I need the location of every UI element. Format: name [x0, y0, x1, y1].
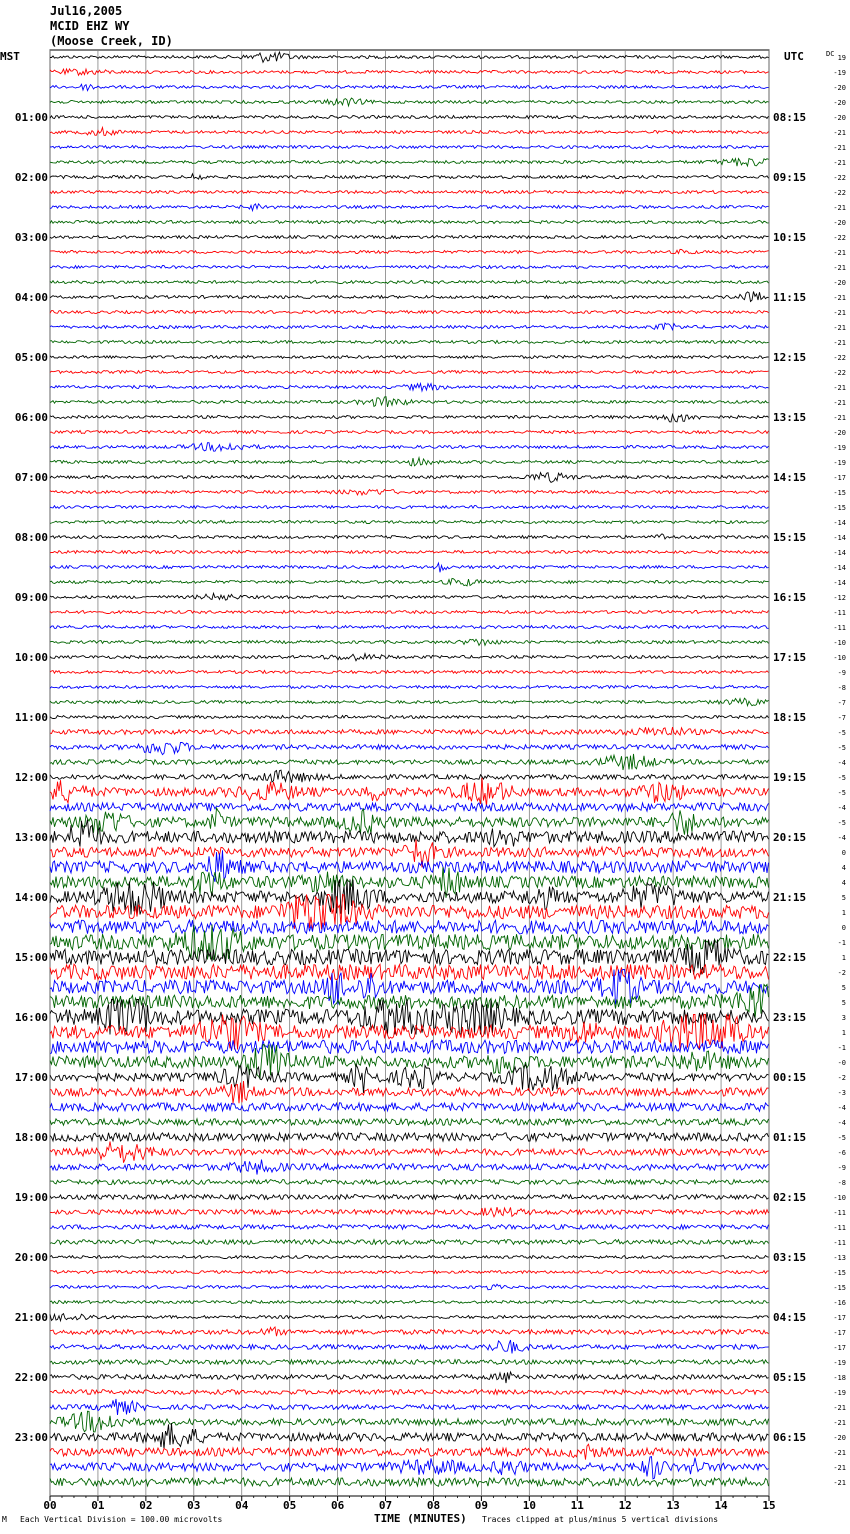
- footer-mark: M: [2, 1515, 7, 1524]
- dc-offset-label: -7: [837, 699, 846, 707]
- left-hour-label: 18:00: [14, 1131, 48, 1144]
- dc-offset-label: -12: [833, 594, 846, 602]
- dc-offset-label: -9: [837, 1164, 846, 1172]
- dc-offset-label: -21: [833, 1449, 846, 1457]
- dc-offset-label: -4: [837, 759, 846, 767]
- seismic-trace: [50, 850, 769, 882]
- seismic-trace: [50, 84, 769, 90]
- dc-offset-label: -14: [833, 549, 846, 557]
- seismic-trace: [50, 1240, 769, 1245]
- seismic-trace: [50, 341, 769, 344]
- seismic-trace: [50, 626, 769, 629]
- right-hour-label: 14:15: [773, 471, 807, 484]
- dc-offset-label: -21: [833, 399, 846, 407]
- dc-offset-label: -16: [833, 1299, 846, 1307]
- dc-offset-label: 1: [841, 954, 846, 962]
- x-axis-label: TIME (MINUTES): [374, 1512, 467, 1525]
- seismic-trace: [50, 1372, 769, 1383]
- seismic-trace: [50, 1327, 769, 1336]
- seismic-trace: [50, 292, 769, 302]
- seismic-trace: [50, 311, 769, 314]
- seismic-trace: [50, 716, 769, 719]
- dc-offset-label: 1: [841, 1029, 846, 1037]
- seismic-trace: [50, 128, 769, 136]
- dc-offset-label: -19: [833, 1389, 846, 1397]
- right-hour-label: 05:15: [773, 1371, 807, 1384]
- dc-offset-label: -15: [833, 504, 846, 512]
- x-tick-label: 06: [330, 1499, 345, 1512]
- seismic-trace: [50, 1284, 769, 1290]
- dc-offset-label: -1: [837, 939, 846, 947]
- left-hour-label: 15:00: [14, 951, 48, 964]
- dc-offset-label: -21: [833, 1479, 846, 1487]
- dc-offset-label: -20: [833, 429, 846, 437]
- dc-offset-label: -22: [833, 234, 846, 242]
- x-tick-label: 09: [474, 1499, 489, 1512]
- seismic-trace: [50, 1301, 769, 1304]
- seismic-trace: [50, 174, 769, 180]
- right-hour-label: 22:15: [773, 951, 807, 964]
- dc-offset-label: -10: [833, 654, 846, 662]
- dc-offset-label: 4: [841, 879, 846, 887]
- seismic-trace: [50, 778, 769, 807]
- dc-offset-label: -20: [833, 99, 846, 107]
- right-hour-label: 16:15: [773, 591, 807, 604]
- seismic-trace: [50, 654, 769, 661]
- x-tick-label: 01: [91, 1499, 105, 1512]
- right-hour-label: 19:15: [773, 771, 807, 784]
- right-hour-label: 04:15: [773, 1311, 807, 1324]
- seismic-trace: [50, 1195, 769, 1200]
- seismic-trace: [50, 384, 769, 392]
- right-hour-label: 17:15: [773, 651, 807, 664]
- left-hour-label: 06:00: [14, 411, 48, 424]
- x-tick-label: 08: [426, 1499, 441, 1512]
- dc-offset-label: -20: [833, 1434, 846, 1442]
- seismic-trace: [50, 1314, 769, 1321]
- seismic-trace: [50, 52, 769, 62]
- dc-offset-label: -5: [837, 819, 846, 827]
- dc-offset-label: -21: [833, 324, 846, 332]
- seismic-trace: [50, 1142, 769, 1163]
- dc-offset-label: -5: [837, 744, 846, 752]
- seismic-trace: [50, 808, 769, 835]
- dc-offset-label: 3: [841, 1014, 846, 1022]
- dc-offset-label: -4: [837, 804, 846, 812]
- dc-offset-label: -22: [833, 174, 846, 182]
- dc-offset-label: -0: [837, 1059, 846, 1067]
- x-tick-label: 10: [522, 1499, 536, 1512]
- dc-offset-label: -8: [837, 684, 846, 692]
- dc-offset-label: -10: [833, 639, 846, 647]
- seismic-trace: [50, 743, 769, 755]
- dc-offset-label: -15: [833, 1269, 846, 1277]
- seismic-trace: [50, 593, 769, 600]
- seismic-trace: [50, 443, 769, 452]
- dc-offset-label: -11: [833, 624, 846, 632]
- seismic-trace: [50, 698, 769, 706]
- dc-offset-label: 5: [841, 999, 846, 1007]
- dc-offset-label: -20: [833, 219, 846, 227]
- seismic-trace: [50, 611, 769, 614]
- seismic-trace: [50, 1045, 769, 1079]
- dc-offset-label: -5: [837, 789, 846, 797]
- dc-offset-label: -14: [833, 519, 846, 527]
- x-tick-label: 04: [235, 1499, 249, 1512]
- dc-offset-label: -5: [837, 774, 846, 782]
- seismic-trace: [50, 1457, 769, 1479]
- dc-offset-label: -21: [833, 159, 846, 167]
- seismic-trace: [50, 1119, 769, 1126]
- seismic-trace: [50, 1444, 769, 1459]
- left-hour-label: 22:00: [14, 1371, 48, 1384]
- dc-offset-label: -11: [833, 1224, 846, 1232]
- seismic-trace: [50, 754, 769, 770]
- dc-offset-label: -19: [833, 444, 846, 452]
- dc-offset-label: -21: [833, 294, 846, 302]
- seismic-trace: [50, 69, 769, 75]
- seismic-trace: [50, 371, 769, 374]
- right-hour-label: 02:15: [773, 1191, 807, 1204]
- seismic-trace: [50, 1180, 769, 1185]
- dc-offset-label: -21: [833, 264, 846, 272]
- dc-offset-label: -17: [833, 1344, 846, 1352]
- seismic-trace: [50, 323, 769, 330]
- left-hour-label: 09:00: [14, 591, 48, 604]
- left-hour-label: 19:00: [14, 1191, 48, 1204]
- seismic-trace: [50, 431, 769, 434]
- dc-offset-label: -2: [837, 1074, 846, 1082]
- dc-offset-label: -9: [837, 669, 846, 677]
- right-hour-label: 21:15: [773, 891, 807, 904]
- seismic-trace: [50, 727, 769, 735]
- x-tick-label: 02: [139, 1499, 153, 1512]
- dc-offset-label: -4: [837, 1104, 846, 1112]
- clip-note: Traces clipped at plus/minus 5 vertical divisions: [482, 1515, 719, 1524]
- dc-offset-label: -21: [833, 384, 846, 392]
- seismic-trace: [50, 506, 769, 509]
- dc-offset-label: -21: [833, 1464, 846, 1472]
- dc-offset-label: -2: [837, 969, 846, 977]
- seismic-trace: [50, 1160, 769, 1175]
- dc-offset-label: 1: [841, 909, 846, 917]
- seismic-trace: [50, 563, 769, 572]
- dc-offset-label: -17: [833, 1329, 846, 1337]
- left-hour-label: 03:00: [14, 231, 48, 244]
- dc-offset-label: 0: [841, 849, 846, 857]
- right-hour-label: 12:15: [773, 351, 807, 364]
- left-hour-label: 10:00: [14, 651, 48, 664]
- dc-offset-label: -21: [833, 339, 846, 347]
- right-hour-label: 11:15: [773, 291, 807, 304]
- left-hour-label: 01:00: [14, 111, 48, 124]
- seismic-trace: [50, 191, 769, 194]
- left-hour-label: 12:00: [14, 771, 48, 784]
- x-tick-label: 15: [762, 1499, 776, 1512]
- dc-offset-label: -22: [833, 189, 846, 197]
- seismic-trace: [50, 1340, 769, 1354]
- seismic-trace: [50, 1133, 769, 1141]
- left-hour-label: 07:00: [14, 471, 48, 484]
- dc-offset-label: -21: [833, 204, 846, 212]
- seismic-trace: [50, 1103, 769, 1111]
- seismic-trace: [50, 803, 769, 811]
- dc-offset-label: -14: [833, 579, 846, 587]
- right-hour-label: 06:15: [773, 1431, 807, 1444]
- dc-offset-label: -10: [833, 1194, 846, 1202]
- seismic-trace: [50, 146, 769, 149]
- x-tick-label: 07: [378, 1499, 393, 1512]
- left-hour-label: 05:00: [14, 351, 48, 364]
- dc-offset-label: -21: [833, 414, 846, 422]
- left-hour-label: 14:00: [14, 891, 48, 904]
- right-hour-label: 13:15: [773, 411, 807, 424]
- dc-offset-label: -20: [833, 279, 846, 287]
- seismic-trace: [50, 671, 769, 674]
- dc-offset-label: -5: [837, 729, 846, 737]
- seismic-trace: [50, 1478, 769, 1486]
- location-label: (Moose Creek, ID): [50, 34, 173, 48]
- seismic-trace: [50, 1225, 769, 1230]
- dc-offset-label: -11: [833, 1239, 846, 1247]
- right-hour-label: 20:15: [773, 831, 807, 844]
- dc-offset-label: -21: [833, 1419, 846, 1427]
- seismic-trace: [50, 249, 769, 253]
- right-hour-label: 23:15: [773, 1011, 807, 1024]
- dc-offset-label: -20: [833, 114, 846, 122]
- station-label: MCID EHZ WY: [50, 19, 130, 33]
- dc-offset-label: -19: [833, 1359, 846, 1367]
- dc-offset-label: 4: [841, 864, 846, 872]
- dc-offset-label: 0: [841, 924, 846, 932]
- dc-offset-label: -11: [833, 609, 846, 617]
- right-hour-label: 00:15: [773, 1071, 807, 1084]
- dc-offset-label: 19: [837, 54, 846, 62]
- dc-offset-label: -22: [833, 369, 846, 377]
- dc-offset-label: -14: [833, 534, 846, 542]
- right-hour-label: 18:15: [773, 711, 807, 724]
- dc-offset-label: -13: [833, 1254, 846, 1262]
- seismic-trace: [50, 458, 769, 466]
- dc-offset-label: -21: [833, 129, 846, 137]
- dc-offset-label: -3: [837, 1089, 846, 1097]
- seismic-trace: [50, 397, 769, 407]
- left-hour-label: 21:00: [14, 1311, 48, 1324]
- left-hour-label: 02:00: [14, 171, 48, 184]
- x-tick-label: 00: [43, 1499, 57, 1512]
- seismic-trace: [50, 920, 769, 934]
- right-hour-label: 08:15: [773, 111, 807, 124]
- seismic-trace: [50, 1207, 769, 1217]
- seismic-trace: [50, 1399, 769, 1415]
- right-axis-label: UTC: [784, 50, 804, 63]
- seismic-trace: [50, 840, 769, 868]
- seismic-trace: [50, 1256, 769, 1259]
- dc-offset-label: -21: [833, 249, 846, 257]
- dc-offset-label: -17: [833, 474, 846, 482]
- dc-label: DC: [826, 50, 835, 58]
- dc-offset-label: -14: [833, 564, 846, 572]
- seismic-trace: [50, 521, 769, 524]
- dc-offset-label: -11: [833, 1209, 846, 1217]
- seismic-trace: [50, 639, 769, 645]
- dc-offset-label: -5: [837, 1134, 846, 1142]
- seismic-trace: [50, 415, 769, 422]
- seismic-trace: [50, 1423, 769, 1449]
- dc-offset-label: -4: [837, 1119, 846, 1127]
- seismic-trace: [50, 281, 769, 284]
- left-hour-label: 04:00: [14, 291, 48, 304]
- dc-offset-label: -6: [837, 1149, 846, 1157]
- seismic-trace: [50, 159, 769, 167]
- dc-offset-label: -8: [837, 1179, 846, 1187]
- seismic-trace: [50, 490, 769, 496]
- right-hour-label: 15:15: [773, 531, 807, 544]
- seismic-trace: [50, 1390, 769, 1395]
- dc-offset-label: -1: [837, 1044, 846, 1052]
- dc-offset-label: -17: [833, 1314, 846, 1322]
- dc-offset-label: -19: [833, 459, 846, 467]
- x-tick-label: 13: [666, 1499, 680, 1512]
- x-tick-label: 03: [187, 1499, 201, 1512]
- seismic-trace: [50, 266, 769, 269]
- seismic-trace: [50, 1360, 769, 1365]
- seismic-trace: [50, 578, 769, 586]
- x-tick-label: 14: [714, 1499, 728, 1512]
- seismic-trace: [50, 534, 769, 539]
- dc-offset-label: 5: [841, 984, 846, 992]
- dc-offset-label: -22: [833, 354, 846, 362]
- seismic-trace: [50, 204, 769, 211]
- seismic-trace: [50, 98, 769, 106]
- dc-offset-label: -7: [837, 714, 846, 722]
- date-label: Jul16,2005: [50, 4, 123, 18]
- seismic-trace: [50, 1065, 769, 1094]
- left-hour-label: 11:00: [14, 711, 48, 724]
- left-hour-label: 08:00: [14, 531, 48, 544]
- left-hour-label: 13:00: [14, 831, 48, 844]
- right-hour-label: 10:15: [773, 231, 807, 244]
- scale-note: Each Vertical Division = 100.00 microvolts: [20, 1515, 223, 1524]
- right-hour-label: 03:15: [773, 1251, 807, 1264]
- left-hour-label: 16:00: [14, 1011, 48, 1024]
- seismic-trace: [50, 770, 769, 783]
- left-hour-label: 20:00: [14, 1251, 48, 1264]
- seismic-trace: [50, 116, 769, 119]
- dc-offset-label: -21: [833, 1404, 846, 1412]
- seismic-trace: [50, 473, 769, 483]
- dc-offset-label: -15: [833, 489, 846, 497]
- left-axis-label: MST: [0, 50, 20, 63]
- dc-offset-label: -18: [833, 1374, 846, 1382]
- seismic-trace: [50, 356, 769, 359]
- seismic-trace: [50, 1271, 769, 1274]
- seismic-trace: [50, 1411, 769, 1432]
- x-tick-label: 12: [618, 1499, 632, 1512]
- dc-offset-label: -15: [833, 1284, 846, 1292]
- dc-offset-label: -19: [833, 69, 846, 77]
- seismic-trace: [50, 686, 769, 689]
- dc-offset-label: -21: [833, 144, 846, 152]
- dc-offset-label: -4: [837, 834, 846, 842]
- left-hour-label: 23:00: [14, 1431, 48, 1444]
- seismic-trace: [50, 964, 769, 980]
- x-tick-label: 11: [570, 1499, 584, 1512]
- seismic-trace: [50, 551, 769, 554]
- x-tick-label: 05: [283, 1499, 297, 1512]
- dc-offset-label: -20: [833, 84, 846, 92]
- right-hour-label: 01:15: [773, 1131, 807, 1144]
- dc-offset-label: -21: [833, 309, 846, 317]
- dc-offset-label: 5: [841, 894, 846, 902]
- right-hour-label: 09:15: [773, 171, 807, 184]
- seismic-trace: [50, 221, 769, 224]
- seismic-trace: [50, 236, 769, 239]
- left-hour-label: 17:00: [14, 1071, 48, 1084]
